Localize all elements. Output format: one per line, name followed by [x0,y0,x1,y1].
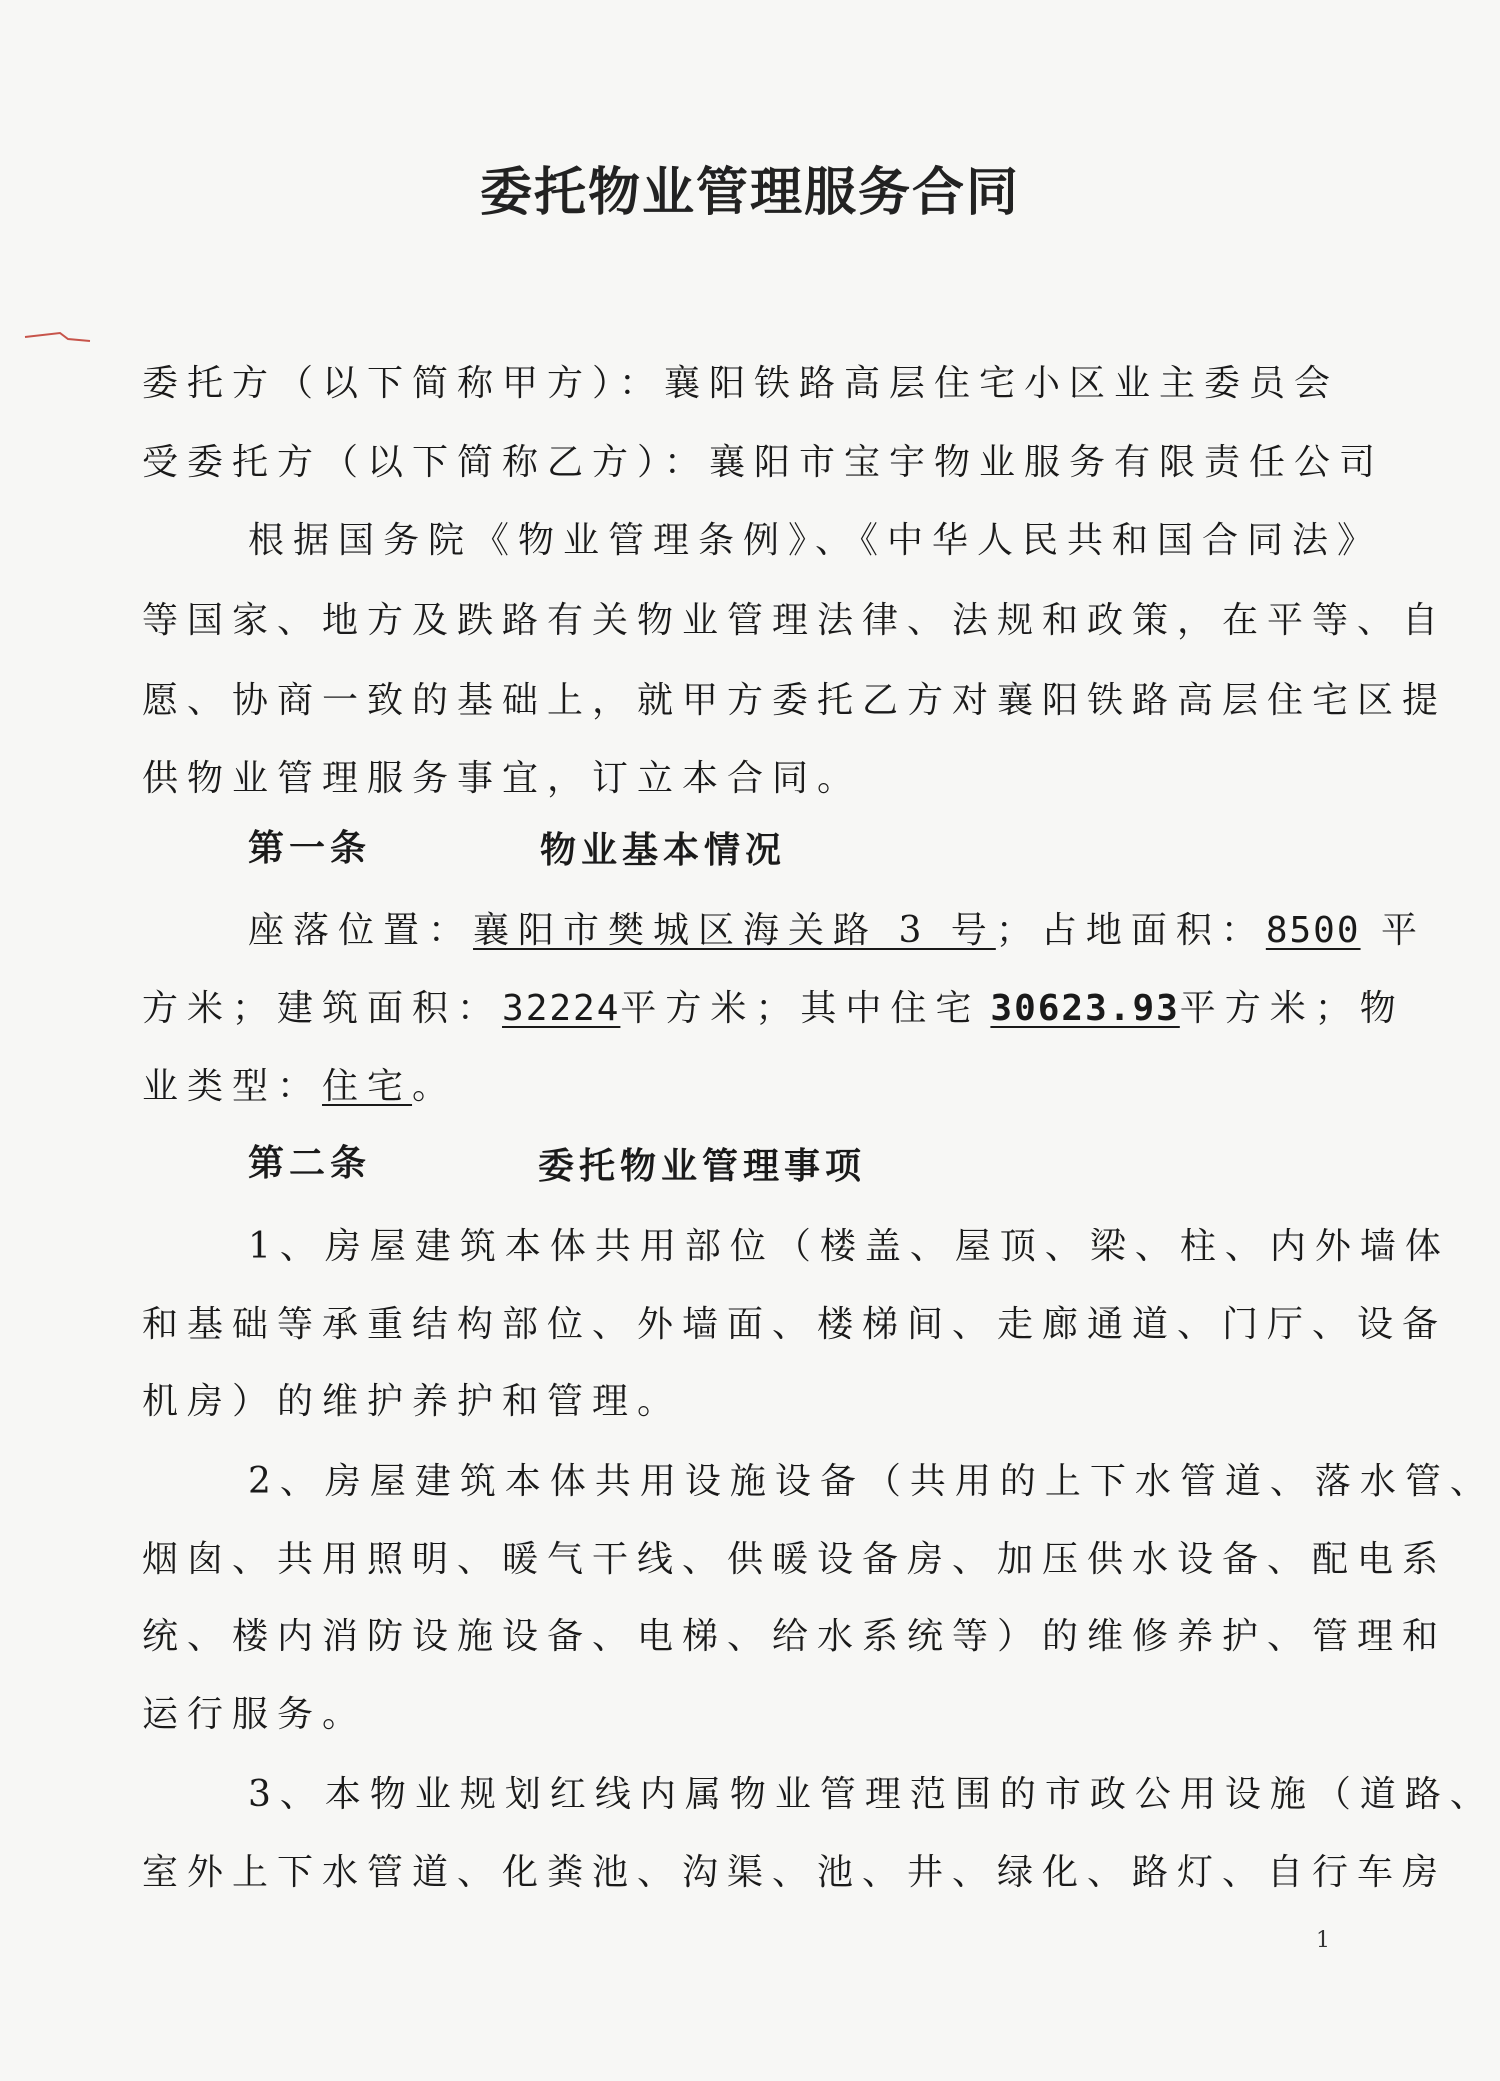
building-area-value: 32224 [502,988,621,1029]
item2-line-2: 烟囱、共用照明、暖气干线、供暖设备房、加压供水设备、配电系 [142,1539,1448,1580]
article1-number: 第一条 [248,828,372,869]
item2-line-4: 运行服务。 [142,1694,368,1735]
red-mark-decoration [20,325,100,345]
article2-heading: 委托物业管理事项 [538,1146,867,1187]
property-type-end: 。 [412,1066,458,1107]
item1-line-2: 和基础等承重结构部位、外墙面、楼梯间、走廊通道、门厅、设备 [142,1304,1448,1345]
item3-line-1: 3、本物业规划红线内属物业管理范围的市政公用设施（道路、 [248,1774,1495,1815]
intro-line-1: 根据国务院《物业管理条例》、《中华人民共和国合同法》 [248,520,1383,561]
article2-number: 第二条 [248,1143,372,1184]
location-value: 襄阳市樊城区海关路 3 号 [473,910,996,951]
item1-line-3: 机房）的维护养护和管理。 [142,1381,683,1422]
land-area-unit: 平 [1360,910,1426,951]
residential-label: 平方米；其中住宅 [620,988,981,1029]
article1-line-2 [142,980,1405,1031]
item1-line-1: 1、房屋建筑本体共用部位（楼盖、屋顶、梁、柱、内外墙体 [248,1226,1450,1267]
item2-line-3: 统、楼内消防设施设备、电梯、给水系统等）的维修养护、管理和 [142,1616,1448,1657]
intro-line-3: 愿、协商一致的基础上，就甲方委托乙方对襄阳铁路高层住宅区提 [142,680,1448,721]
item2-line-1: 2、房屋建筑本体共用设施设备（共用的上下水管道、落水管、 [248,1461,1495,1502]
intro-line-4: 供物业管理服务事宜，订立本合同。 [142,758,863,799]
land-area-value: 8500 [1265,910,1361,951]
article1-heading: 物业基本情况 [540,830,787,871]
item3-line-2: 室外上下水管道、化粪池、沟渠、池、井、绿化、路灯、自行车房 [142,1852,1448,1893]
page-number: 1 [1316,1928,1330,1953]
property-type-value: 住宅 [322,1066,413,1107]
residential-unit: 平方米；物 [1179,988,1405,1029]
land-area-label: ；占地面积： [995,910,1266,951]
article1-line-1 [248,902,1426,953]
intro-line-2: 等国家、地方及跌路有关物业管理法律、法规和政策，在平等、自 [142,600,1448,641]
property-type-label: 业类型： [142,1066,323,1107]
building-area-label: 方米；建筑面积： [142,988,503,1029]
residential-area-value: 30623.93 [990,988,1180,1029]
article1-line-3 [142,1058,457,1109]
trustee-line: 受委托方（以下简称乙方）：襄阳市宝宇物业服务有限责任公司 [142,442,1385,483]
location-label: 座落位置： [248,910,474,951]
contract-title: 委托物业管理服务合同 [479,163,1020,223]
client-line: 委托方（以下简称甲方）：襄阳铁路高层住宅小区业主委员会 [142,363,1340,404]
